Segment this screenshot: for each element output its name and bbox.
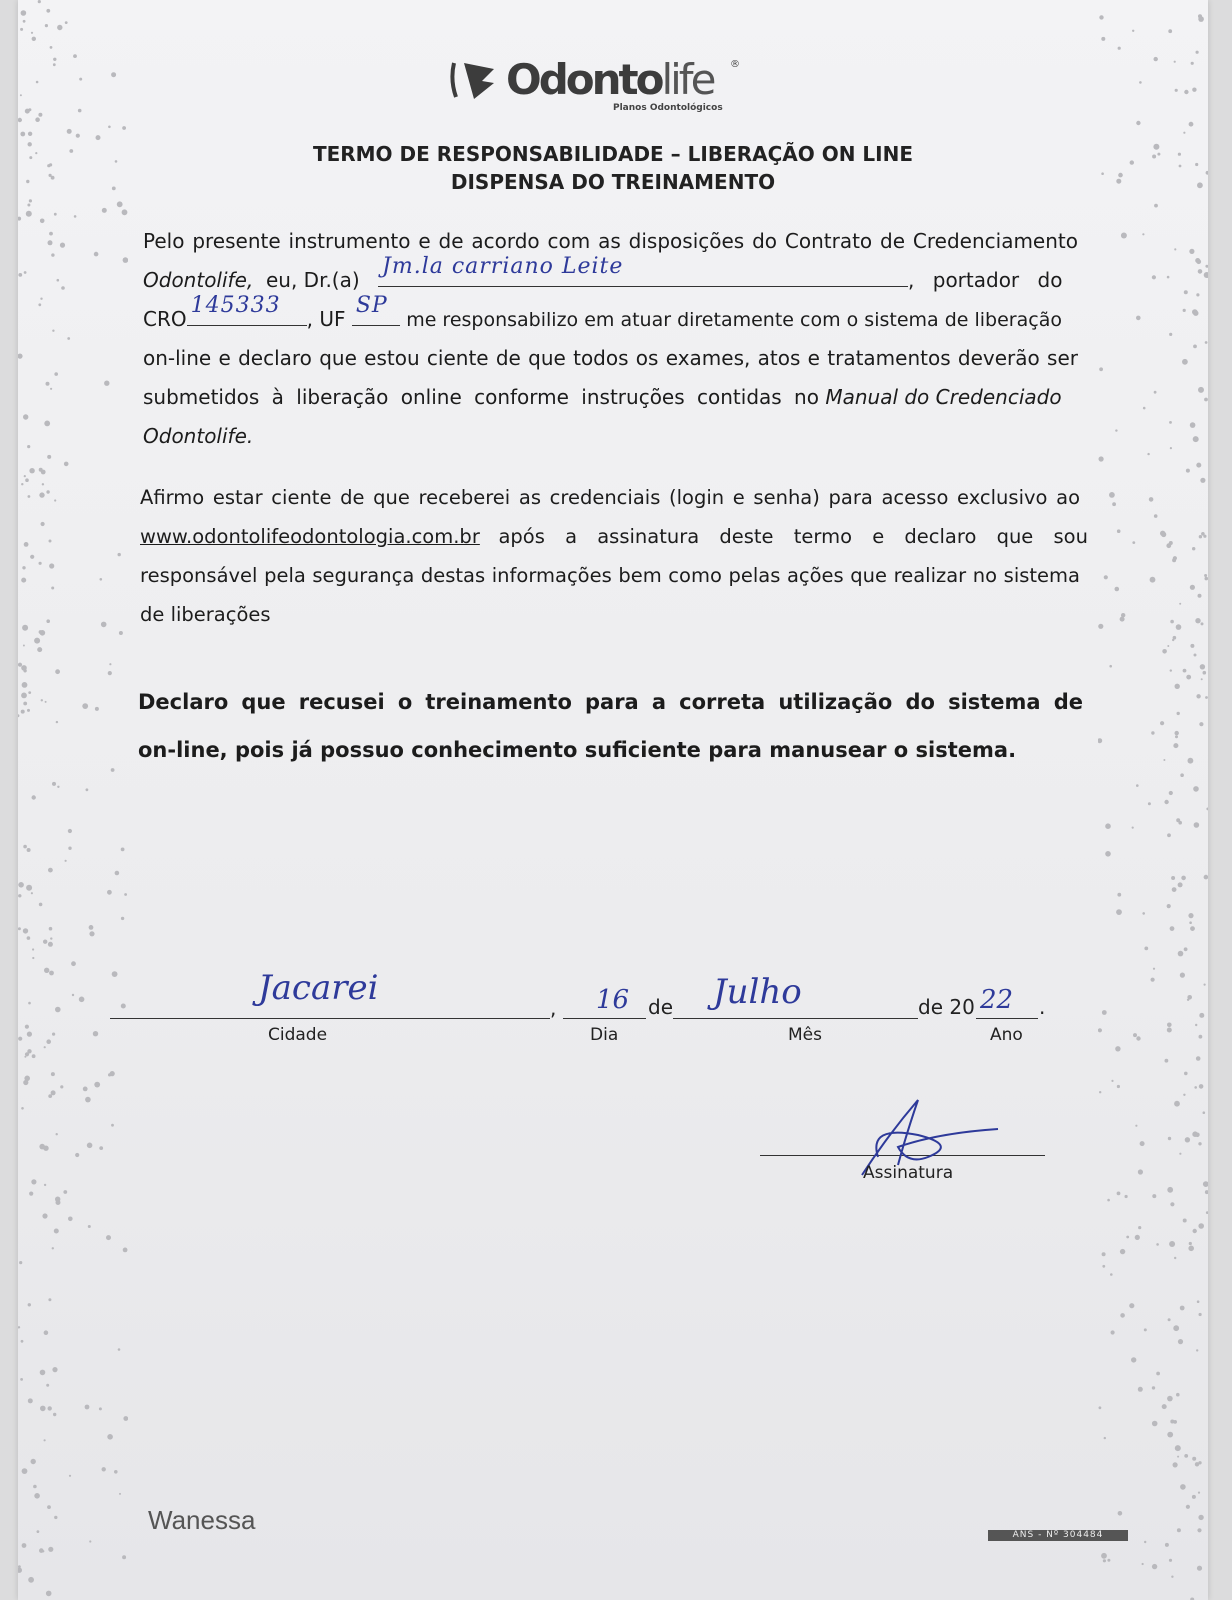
paragraph-credentials [140,478,1088,634]
cro-field [187,293,307,326]
para3-line1: Declaro que recusei o treinamento para a correta utilização do sistema de [138,690,1083,714]
website-link[interactable]: www.odontolifeodontologia.com.br [140,525,480,548]
city-line [110,1018,550,1019]
para1-line2 [143,254,1078,300]
para1-brand-end: Odontolife. [143,424,254,448]
para1-line1: Pelo presente instrumento e de acordo com as disposições do Contrato de Credenciamento [143,229,1078,253]
ans-registration: ANS - Nº 304484 [988,1530,1128,1541]
para1-line3-rest: me responsabilizo em atuar diretamente com o sistema de liberação [406,309,1062,331]
para1-line3 [143,293,1078,339]
doctor-name-field [378,254,908,287]
manual-title: Manual do Credenciado [825,385,1062,409]
para2-line1: Afirmo estar ciente de que receberei as credenciais (login e senha) para acesso exclusivo ao [140,486,1080,509]
date-period: . [1039,995,1046,1019]
logo-brand-bold: Odonto [506,55,662,104]
document-page [18,0,1208,1600]
day-handwritten: 16 [596,985,630,1015]
logo-brand [506,55,713,104]
para2-line2-rest: após a assinatura deste termo e declaro que sou [498,525,1088,548]
para2-line4: de liberações [140,603,271,626]
para1-line5 [143,378,1078,417]
dotted-border-right [1098,0,1208,1600]
month-label: Mês [788,1025,822,1045]
month-line [673,1018,918,1019]
para1-eu-dr: eu, Dr.(a) [265,268,360,292]
para2-line3: responsável pela segurança destas informações bem como pelas ações que realizar no sistema [140,564,1080,587]
day-label: Dia [590,1025,619,1045]
document-title: TERMO DE RESPONSABILIDADE – LIBERAÇÃO ON LINE [312,142,914,166]
city-label: Cidade [268,1025,328,1045]
footer-name: Wanessa [148,1505,256,1535]
year-line [976,1018,1038,1019]
logo-registered-mark: ® [730,59,740,70]
paragraph-terms [143,222,1078,456]
paragraph-declaration [138,678,1083,774]
uf-handwritten: SP [355,293,388,318]
dotted-border-left [18,0,128,1600]
date-comma: , [550,996,557,1020]
para3-line2: on-line, pois já possuo conhecimento suficiente para manusear o sistema. [138,738,1017,762]
para1-portador: , portador do [908,268,1063,292]
para1-line4: on-line e declaro que estou ciente de que todos os exames, atos e tratamentos deverão ser [143,346,1078,370]
month-handwritten: Julho [713,972,802,1012]
tooth-logo-icon [448,55,500,105]
para2-line2 [140,517,1088,556]
year-label: Ano [990,1025,1023,1045]
city-handwritten: Jacarei [258,968,379,1008]
signature-label: Assinatura [863,1163,954,1183]
para1-brand: Odontolife, [143,268,254,292]
logo-subtitle: Planos Odontológicos [613,103,723,113]
odontolife-logo [448,55,748,120]
uf-label: , UF [306,307,346,331]
uf-field [352,293,400,326]
cro-label: CRO [143,307,187,331]
doctor-name-handwritten: Jm.la carriano Leite [382,254,624,279]
para1-line6 [143,417,1078,456]
logo-brand-light: life [661,55,714,104]
para1-line5-text: submetidos à liberação online conforme instruções contidas no [143,385,819,409]
cro-handwritten: 145333 [190,293,281,318]
document-subtitle: DISPENSA DO TREINAMENTO [450,170,776,194]
year-handwritten: 22 [980,985,1014,1015]
day-line [563,1018,646,1019]
date-de-2: de 20 [918,995,975,1019]
date-de-1: de [648,995,673,1019]
